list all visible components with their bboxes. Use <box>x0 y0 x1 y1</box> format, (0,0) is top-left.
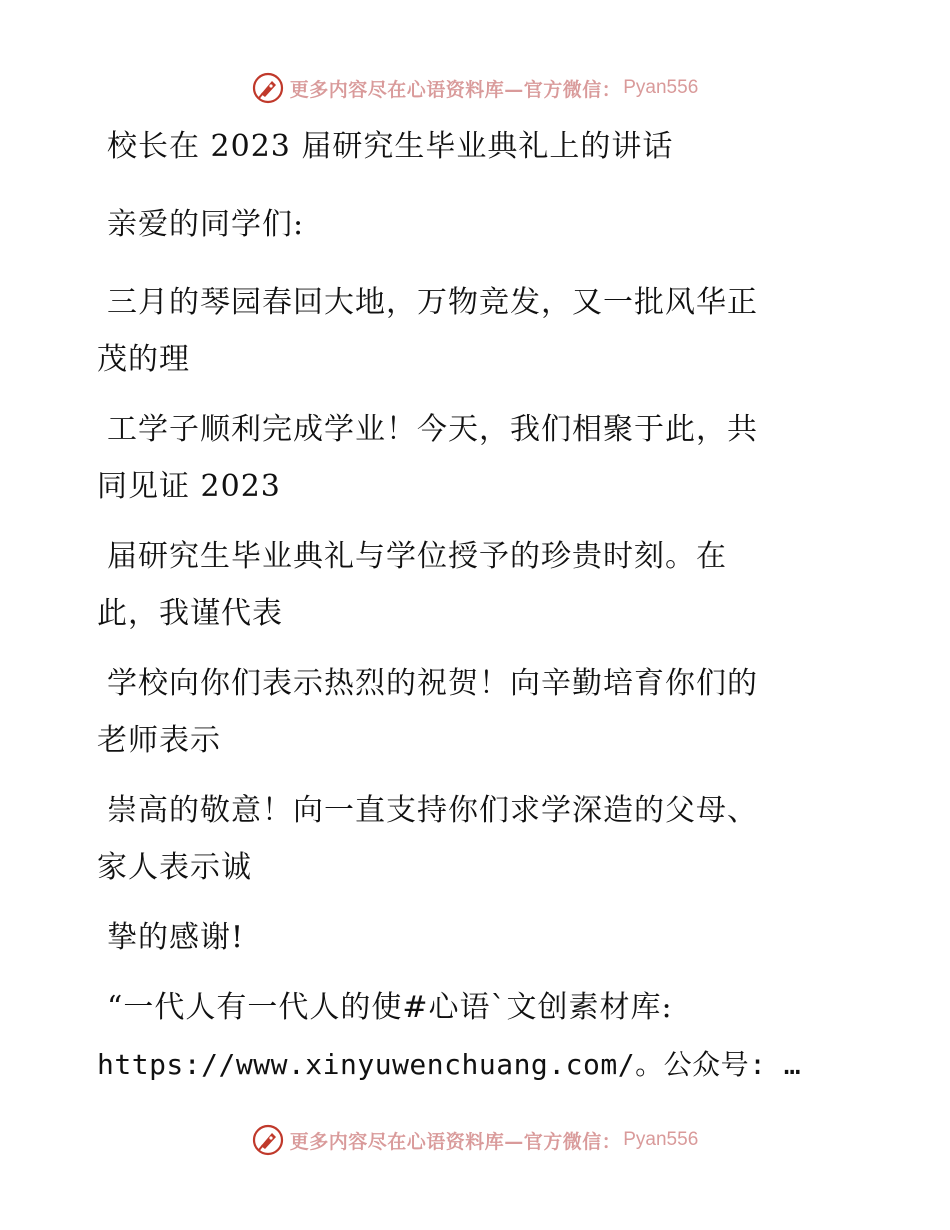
url-line: https://www.xinyuwenchuang.com/。公众号: … <box>97 1048 802 1081</box>
salutation: 亲爱的同学们: <box>107 207 305 242</box>
paragraph-line: 学校向你们表示热烈的祝贺！向辛勤培育你们的 <box>107 666 758 701</box>
pen-nib-logo-icon <box>252 72 284 104</box>
header-watermark <box>0 70 950 106</box>
paragraph-line: 崇高的敬意！向一直支持你们求学深造的父母、 <box>107 793 758 828</box>
paragraph-line: 此，我谨代表 <box>97 596 283 631</box>
watermark-text: 更多内容尽在心语资料库—官方微信： <box>289 78 622 101</box>
paragraph-line: 挚的感谢! <box>107 920 245 955</box>
paragraph-line: 老师表示 <box>97 723 221 758</box>
paragraph-6 <box>97 909 837 966</box>
paragraph-4 <box>97 655 837 769</box>
paragraph-line: 届研究生毕业典礼与学位授予的珍贵时刻。在 <box>107 539 727 574</box>
paragraph-5 <box>97 782 837 896</box>
document-body <box>97 118 837 1093</box>
paragraph-line: 工学子顺利完成学业！今天，我们相聚于此，共 <box>107 412 758 447</box>
paragraph-2 <box>97 401 837 515</box>
paragraph-1 <box>97 274 837 388</box>
paragraph-3 <box>97 528 837 642</box>
quote-line: “一代人有一代人的使#心语`文创素材库: <box>107 990 673 1025</box>
watermark-id: Pyan556 <box>623 1129 699 1150</box>
paragraph-line: 同见证 2023 <box>97 469 281 504</box>
pen-nib-logo-icon <box>252 1124 284 1156</box>
paragraph-line: 家人表示诚 <box>97 850 252 885</box>
paragraph-line: 茂的理 <box>97 342 190 377</box>
paragraph-line: 三月的琴园春回大地，万物竞发，又一批风华正 <box>107 285 758 320</box>
document-title: 校长在 2023 届研究生毕业典礼上的讲话 <box>107 129 674 164</box>
watermark-id: Pyan556 <box>623 77 699 98</box>
watermark-text: 更多内容尽在心语资料库—官方微信： <box>289 1130 622 1153</box>
footer-watermark <box>0 1122 950 1158</box>
